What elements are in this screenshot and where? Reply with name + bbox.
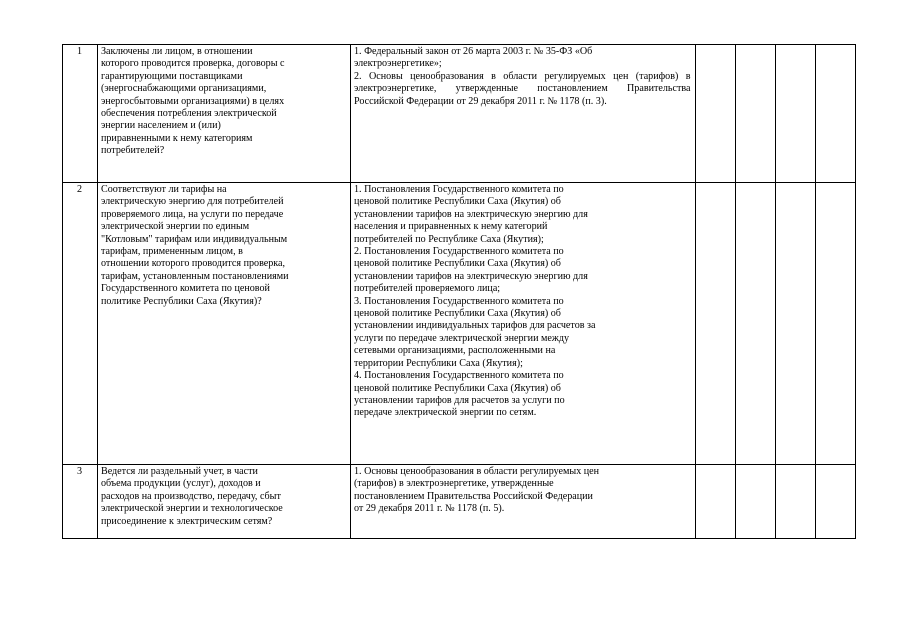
answer-cell-note — [815, 183, 855, 465]
answer-cell-note — [815, 45, 855, 183]
row-number: 2 — [63, 183, 98, 465]
law-reference: 2. Основы ценообразования в области регулируемых цен (тарифов) в электроэнергетике, утвержденные постановлением Правительства Российской Федерации от 29 декабря 2011 г. № 1178 (п. 3). — [353, 70, 691, 107]
question-cell — [97, 45, 350, 183]
law-reference: 1. Постановления Государственного комитета по ценовой политике Республики Саха (Якутия) об установлении тарифов на электрическую энергию для населения и приравненных к нему категорий потребителей по Республике Саха (Якутия); — [353, 184, 588, 245]
checklist-table — [62, 44, 856, 539]
answer-cell-no — [735, 465, 775, 539]
law-reference: 1. Федеральный закон от 26 марта 2003 г. № 35-ФЗ «Об электроэнергетике»; — [353, 46, 593, 70]
law-reference: 2. Постановления Государственного комитета по ценовой политике Республики Саха (Якутия) об установлении тарифов на электрическую энергию для потребителей проверяемого лица; — [353, 246, 588, 295]
legal-basis-cell — [350, 45, 695, 183]
row-number: 3 — [63, 465, 98, 539]
law-reference: 4. Постановления Государственного комитета по ценовой политике Республики Саха (Якутия) об установлении тарифов для расчетов за услуги по передаче электрической энергии по сетям. — [353, 370, 565, 419]
question-text: Ведется ли раздельный учет, в части объема продукции (услуг), доходов и расходов на производство, передачу, сбыт электрической энергии и технологическое присоединение к электрическим сетям? — [100, 466, 283, 527]
question-cell — [97, 465, 350, 539]
table-row — [63, 183, 856, 465]
answer-cell-no — [735, 183, 775, 465]
question-cell — [97, 183, 350, 465]
row-number: 1 — [63, 45, 98, 183]
question-text: Заключены ли лицом, в отношении которого проводится проверка, договоры с гарантирующими поставщиками (энергоснабжающими организациями, энергосбытовыми организациями) в целях обеспечения потребления электрической энергии населением и (или) приравненными к нему категориям потребителей? — [100, 46, 285, 157]
answer-cell-not-applicable — [775, 465, 815, 539]
legal-basis-cell — [350, 465, 695, 539]
table-row — [63, 45, 856, 183]
law-reference: 1. Основы ценообразования в области регулируемых цен (тарифов) в электроэнергетике, утвержденные постановлением Правительства Российской Федерации от 29 декабря 2011 г. № 1178 (п. 5). — [353, 466, 600, 515]
answer-cell-no — [735, 45, 775, 183]
answer-cell-yes — [695, 45, 735, 183]
answer-cell-note — [815, 465, 855, 539]
answer-cell-yes — [695, 183, 735, 465]
table-row — [63, 465, 856, 539]
answer-cell-yes — [695, 465, 735, 539]
law-reference: 3. Постановления Государственного комитета по ценовой политике Республики Саха (Якутия) об установлении индивидуальных тарифов для расчетов за услуги по передаче электрической энергии между сетевыми организациями, расположенными на территории Республики Саха (Якутия); — [353, 295, 596, 369]
answer-cell-not-applicable — [775, 45, 815, 183]
question-text: Соответствуют ли тарифы на электрическую энергию для потребителей проверяемого лица, на услуги по передаче электрической энергии по единым "Котловым" тарифам или индивидуальным тарифам, примененным лицом, в отношении которого проводится проверка, тарифам, установленным постановлениями Государственного комитета по ценовой политике Республики Саха (Якутия)? — [100, 184, 289, 307]
legal-basis-cell — [350, 183, 695, 465]
answer-cell-not-applicable — [775, 183, 815, 465]
